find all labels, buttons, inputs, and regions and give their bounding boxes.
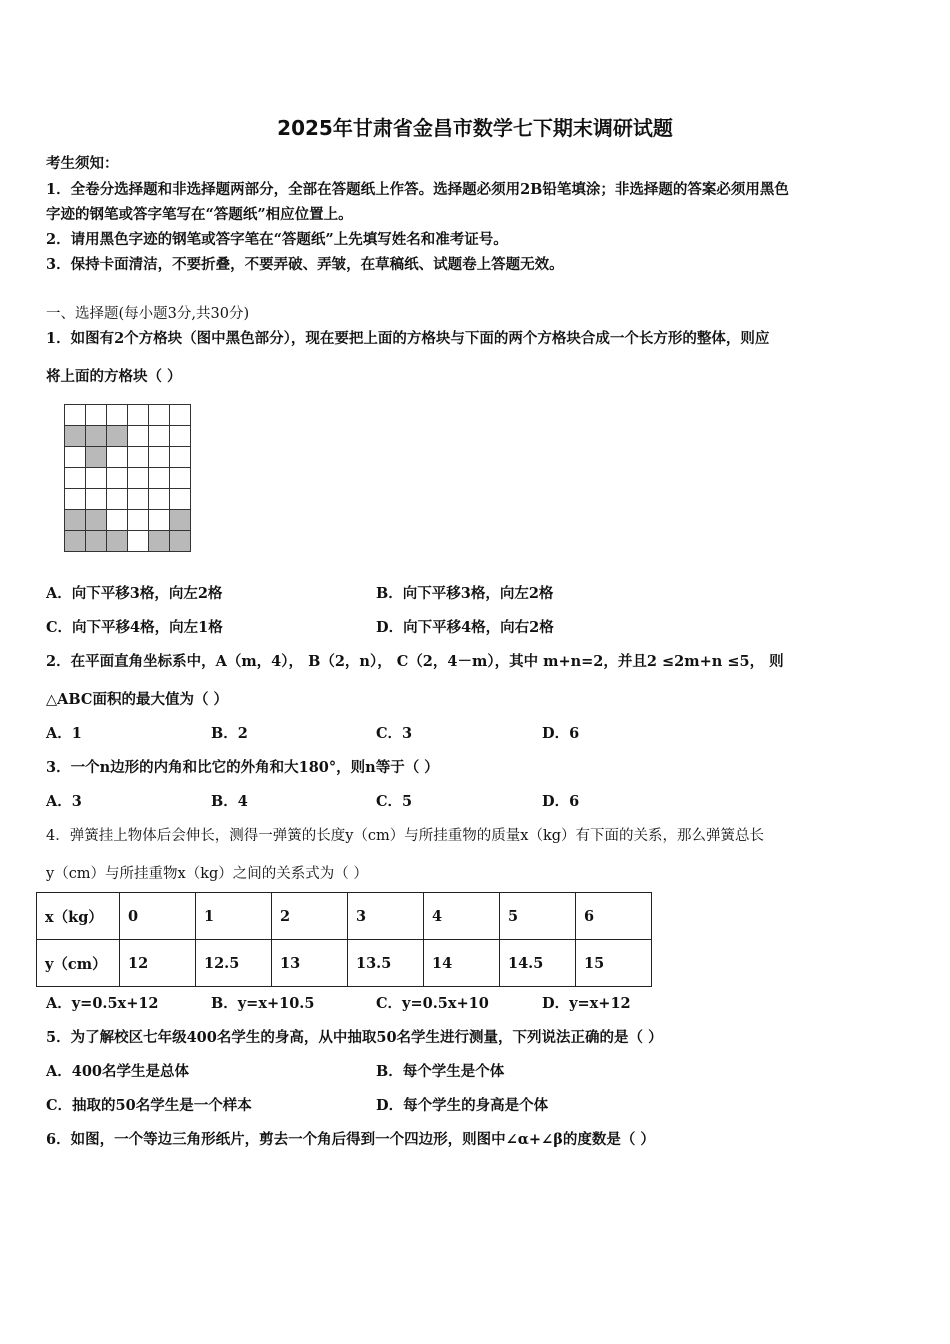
q5-option-b[interactable]: B．每个学生是个体 — [376, 1063, 505, 1080]
section-heading: 一、选择题(每小题3分,共30分) — [46, 306, 250, 322]
q5-stem: 5．为了解校区七年级400名学生的身高，从中抽取50名学生进行测量，下列说法正确的是（ ） — [46, 1029, 663, 1046]
table-cell: 14 — [424, 940, 500, 987]
q4-option-a[interactable]: A．y=0.5x+12 — [46, 995, 159, 1012]
q1-option-c[interactable]: C．向下平移4格，向左1格 — [46, 619, 223, 636]
q4-data-table — [36, 892, 652, 987]
q2-option-b[interactable]: B．2 — [211, 725, 248, 742]
notice-heading: 考生须知： — [46, 155, 119, 172]
q1-grid-figure — [64, 404, 191, 552]
q5-option-c[interactable]: C．抽取的50名学生是一个样本 — [46, 1097, 252, 1114]
table-cell: 6 — [576, 893, 652, 940]
table-cell: 2 — [272, 893, 348, 940]
table-cell: 15 — [576, 940, 652, 987]
q6-stem: 6．如图，一个等边三角形纸片，剪去一个角后得到一个四边形，则图中∠α+∠β的度数是（ ） — [46, 1131, 655, 1148]
table-cell: 3 — [348, 893, 424, 940]
table-cell: 13 — [272, 940, 348, 987]
q2-stem-line2: △ABC面积的最大值为（ ） — [46, 691, 229, 708]
q3-option-d[interactable]: D．6 — [542, 793, 580, 810]
q2-option-d[interactable]: D．6 — [542, 725, 580, 742]
table-cell: 0 — [120, 893, 196, 940]
q5-option-a[interactable]: A．400名学生是总体 — [46, 1063, 190, 1080]
table-row — [37, 940, 652, 987]
table-cell: 4 — [424, 893, 500, 940]
q4-option-d[interactable]: D．y=x+12 — [542, 995, 631, 1012]
table-row — [37, 893, 652, 940]
q1-option-d[interactable]: D．向下平移4格，向右2格 — [376, 619, 554, 636]
table-header-x: x（kg） — [37, 893, 120, 940]
table-cell: 5 — [500, 893, 576, 940]
table-cell: 12 — [120, 940, 196, 987]
q1-option-b[interactable]: B．向下平移3格，向左2格 — [376, 585, 554, 602]
q1-stem-line1: 1．如图有2个方格块（图中黑色部分），现在要把上面的方格块与下面的两个方格块合成一个长方形的整体，则应 — [46, 330, 770, 347]
q5-option-d[interactable]: D．每个学生的身高是个体 — [376, 1097, 549, 1114]
table-cell: 1 — [196, 893, 272, 940]
q2-option-a[interactable]: A．1 — [46, 725, 82, 742]
table-cell: 13.5 — [348, 940, 424, 987]
notice-line-3: 2．请用黑色字迹的钢笔或答字笔在“答题纸”上先填写姓名和准考证号。 — [46, 231, 508, 248]
table-header-y: y（cm） — [37, 940, 120, 987]
notice-line-1: 1．全卷分选择题和非选择题两部分，全部在答题纸上作答。选择题必须用2B铅笔填涂；非选择题的答案必须用黑色 — [46, 181, 789, 198]
q2-option-c[interactable]: C．3 — [376, 725, 413, 742]
q3-stem: 3．一个n边形的内角和比它的外角和大180°，则n等于（ ） — [46, 759, 439, 776]
q4-stem-line1: 4．弹簧挂上物体后会伸长，测得一弹簧的长度y（cm）与所挂重物的质量x（kg）有下面的关系，那么弹簧总长 — [46, 828, 765, 844]
q2-stem-line1: 2．在平面直角坐标系中，A（m，4）， B（2，n）， C（2，4－m），其中 m+n=2，并且2 ≤2m+n ≤5， 则 — [46, 653, 784, 670]
q4-option-c[interactable]: C．y=0.5x+10 — [376, 995, 489, 1012]
page-title: 2025年甘肃省金昌市数学七下期末调研试题 — [277, 116, 673, 140]
q4-stem-line2: y（cm）与所挂重物x（kg）之间的关系式为（ ） — [46, 866, 368, 882]
q3-option-c[interactable]: C．5 — [376, 793, 413, 810]
q1-option-a[interactable]: A．向下平移3格，向左2格 — [46, 585, 223, 602]
q1-stem-line2: 将上面的方格块（ ） — [46, 368, 182, 385]
q4-option-b[interactable]: B．y=x+10.5 — [211, 995, 315, 1012]
table-cell: 14.5 — [500, 940, 576, 987]
notice-line-4: 3．保持卡面清洁，不要折叠，不要弄破、弄皱，在草稿纸、试题卷上答题无效。 — [46, 256, 564, 273]
notice-line-2: 字迹的钢笔或答字笔写在“答题纸”相应位置上。 — [46, 206, 353, 223]
q3-option-a[interactable]: A．3 — [46, 793, 82, 810]
table-cell: 12.5 — [196, 940, 272, 987]
q3-option-b[interactable]: B．4 — [211, 793, 248, 810]
